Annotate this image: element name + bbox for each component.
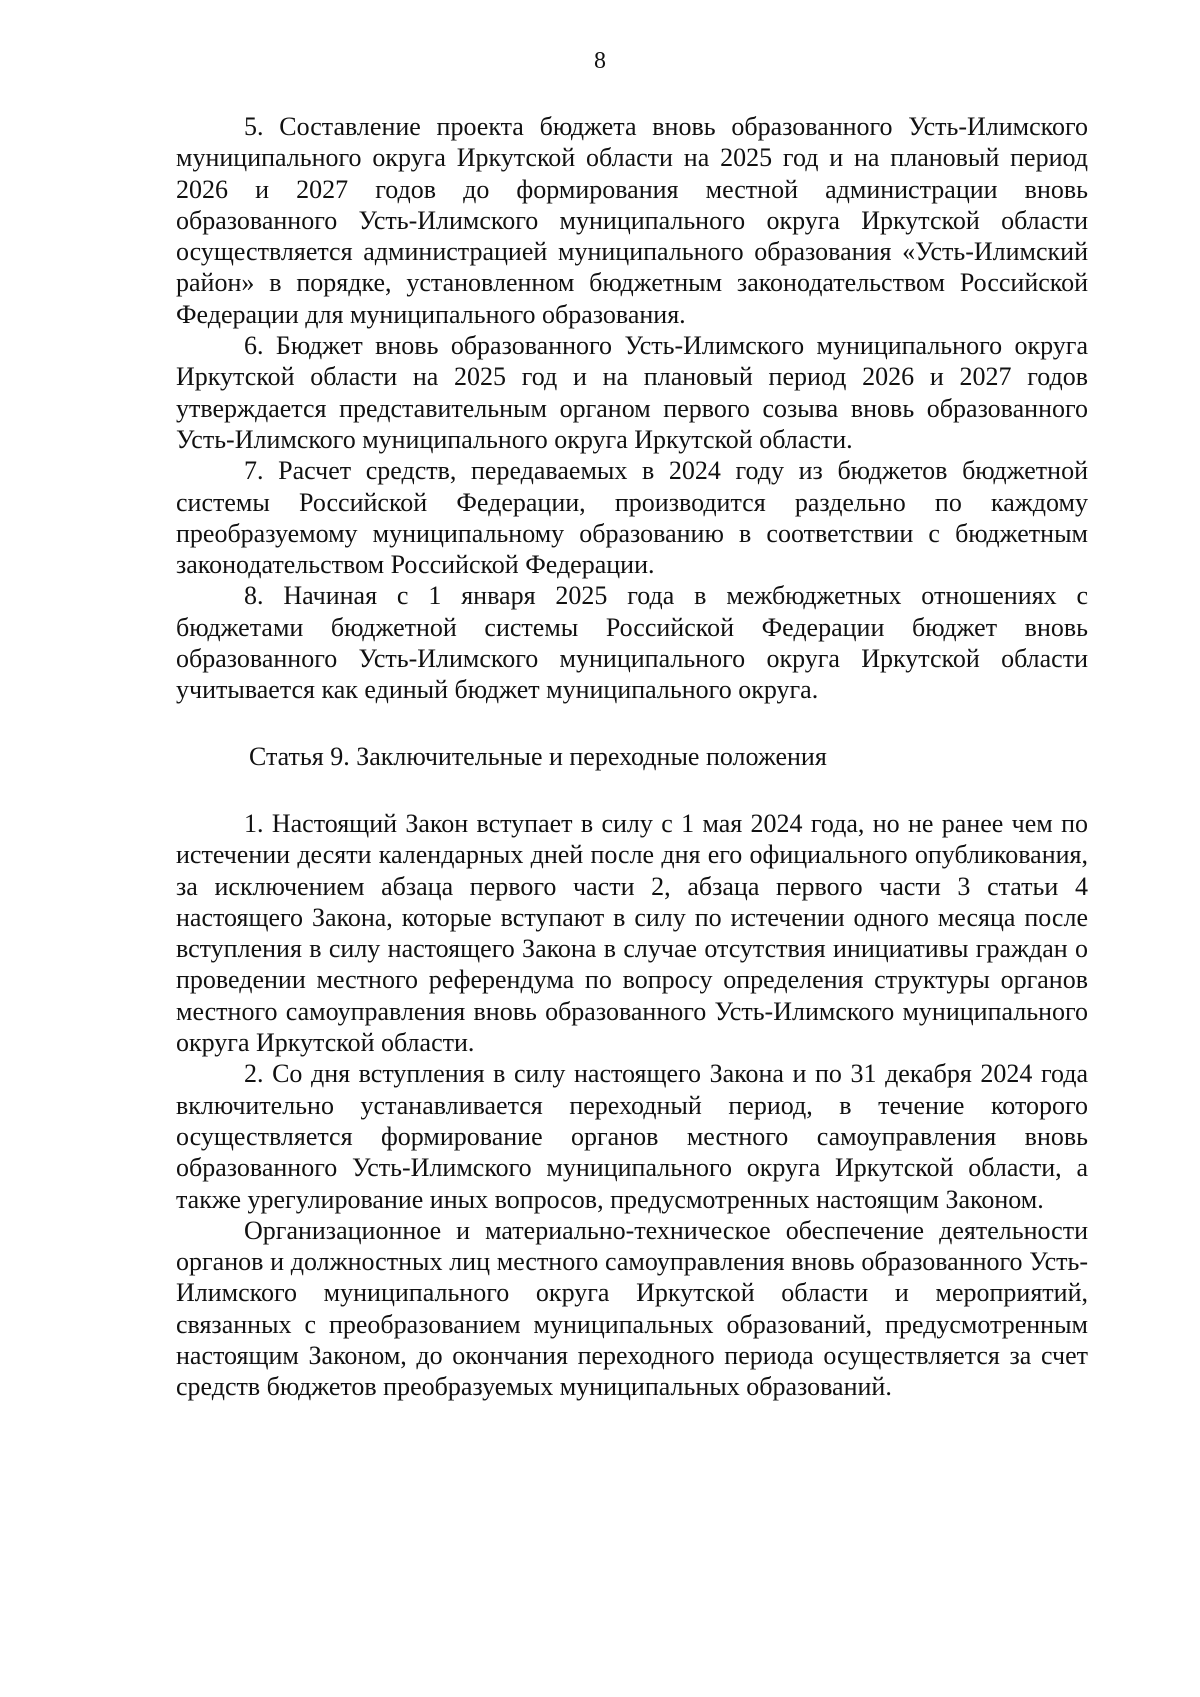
- paragraph-6: 6. Бюджет вновь образованного Усть-Илимского муниципального округа Иркутской области на 2025 год и на плановый период 2026 и 2027 годов утверждается представительным органом первого созыва вновь образованного Усть-Илимского муниципального округа Иркутской области.: [176, 331, 1088, 454]
- article-9-paragraph-3: Организационное и материально-техническое обеспечение деятельности органов и должностных лиц местного самоуправления вновь образованного Усть-Илимского муниципального округа Иркутской области и мероприятий, связанных с преобразованием муниципальных образований, предусмотренным настоящим Законом, до окончания переходного периода осуществляется за счет средств бюджетов преобразуемых муниципальных образований.: [176, 1215, 1088, 1402]
- paragraph-5: 5. Составление проекта бюджета вновь образованного Усть-Илимского муниципального округа Иркутской области на 2025 год и на плановый период 2026 и 2027 годов до формирования местной администрации вновь образованного Усть-Илимского муниципального округа Иркутской области осуществляется администрацией муниципального образования «Усть-Илимский район» в порядке, установленном бюджетным законодательством Российской Федерации для муниципального образования.: [176, 112, 1088, 329]
- article-9-paragraph-1: 1. Настоящий Закон вступает в силу с 1 мая 2024 года, но не ранее чем по истечении десяти календарных дней после дня его официального опубликования, за исключением абзаца первого части 2, абзаца первого части 3 статьи 4 настоящего Закона, которые вступают в силу по истечении одного месяца после вступления в силу настоящего Закона в случае отсутствия инициативы граждан о проведении местного референдума по вопросу определения структуры органов местного самоуправления вновь образованного Усть-Илимского муниципального округа Иркутской области.: [176, 808, 1088, 1058]
- paragraph-7: 7. Расчет средств, передаваемых в 2024 году из бюджетов бюджетной системы Российской Федерации, производится раздельно по каждому преобразуемому муниципальному образованию в соответствии с бюджетным законодательством Российской Федерации.: [176, 456, 1088, 580]
- article-heading: Статья 9. Заключительные и переходные положения: [249, 741, 827, 771]
- article-9-paragraph-2: 2. Со дня вступления в силу настоящего Закона и по 31 декабря 2024 года включительно устанавливается переходный период, в течение которого осуществляется формирование органов местного самоуправления вновь образованного Усть-Илимского муниципального округа Иркутской области, а также урегулирование иных вопросов, предусмотренных настоящим Законом.: [176, 1059, 1088, 1214]
- document-body: [176, 111, 1088, 1403]
- paragraph-8: 8. Начиная с 1 января 2025 года в межбюджетных отношениях с бюджетами бюджетной системы Российской Федерации бюджет вновь образованного Усть-Илимского муниципального округа Иркутской области учитывается как единый бюджет муниципального округа.: [176, 581, 1088, 705]
- page-number: 8: [594, 48, 606, 74]
